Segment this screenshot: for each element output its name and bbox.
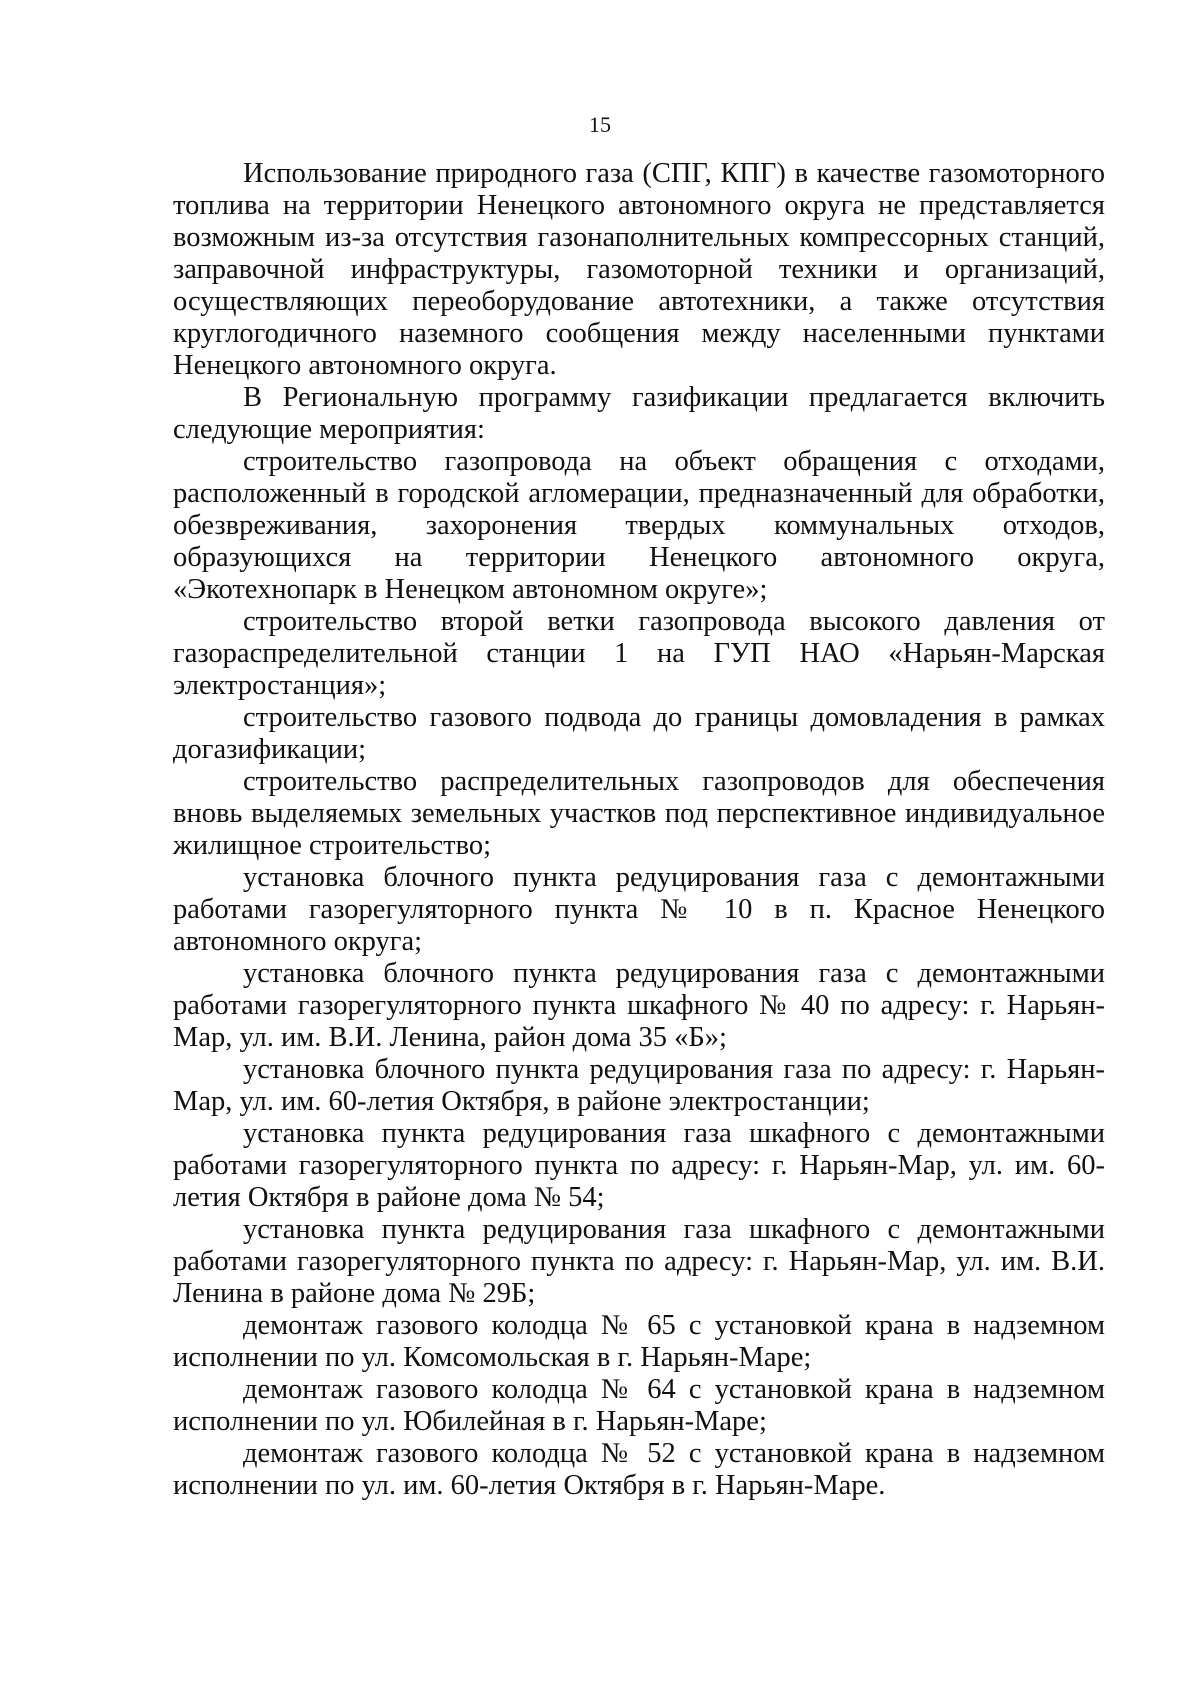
list-item-well-65: демонтаж газового колодца № 65 с установкой крана в надземном исполнении по ул. Комсомольская в г. Нарьян-Маре; [173, 1310, 1105, 1373]
page-number: 15 [589, 112, 611, 137]
list-item-distribution-pipelines: строительство распределительных газопроводов для обеспечения вновь выделяемых земельных участков под перспективное индивидуальное жилищное строительство; [173, 766, 1105, 861]
list-item-cabinet-point-29b: установка пункта редуцирования газа шкафного с демонтажными работами газорегуляторного пункта по адресу: г. Нарьян-Мар, ул. им. В.И. Ленина в районе дома № 29Б; [173, 1214, 1105, 1309]
list-item-grp-10-krasnoe: установка блочного пункта редуцирования газа с демонтажными работами газорегуляторного пункта № 10 в п. Красное Ненецкого автономного округа; [173, 862, 1105, 957]
list-item-grp-40-lenina: установка блочного пункта редуцирования газа с демонтажными работами газорегуляторного пункта шкафного № 40 по адресу: г. Нарьян-Мар, ул. им. В.И. Ленина, район дома 35 «Б»; [173, 958, 1105, 1053]
list-item-ecotechnopark-pipeline: строительство газопровода на объект обращения с отходами, расположенный в городской агломерации, предназначенный для обработки, обезвреживания, захоронения твердых коммунальных отходов, образующихся на территории Ненецкого автономного округа, «Экотехнопарк в Ненецком автономном округе»; [173, 446, 1105, 605]
list-item-cabinet-point-54: установка пункта редуцирования газа шкафного с демонтажными работами газорегуляторного пункта по адресу: г. Нарьян-Мар, ул. им. 60-летия Октября в районе дома № 54; [173, 1118, 1105, 1213]
list-item-block-point-power-station: установка блочного пункта редуцирования газа по адресу: г. Нарьян-Мар, ул. им. 60-летия Октября, в районе электростанции; [173, 1054, 1105, 1117]
list-item-well-64: демонтаж газового колодца № 64 с установкой крана в надземном исполнении по ул. Юбилейная в г. Нарьян-Маре; [173, 1374, 1105, 1437]
document-body [173, 158, 1105, 1502]
paragraph-intro: Использование природного газа (СПГ, КПГ) в качестве газомоторного топлива на территории Ненецкого автономного округа не представляется возможным из-за отсутствия газонаполнительных компрессорных станций, заправочной инфраструктуры, газомоторной техники и организаций, осуществляющих переоборудование автотехники, а также отсутствия круглогодичного наземного сообщения между населенными пунктами Ненецкого автономного округа. [173, 158, 1105, 381]
list-item-second-branch-pipeline: строительство второй ветки газопровода высокого давления от газораспределительной станции 1 на ГУП НАО «Нарьян-Марская электростанция»; [173, 606, 1105, 701]
paragraph-program-intro: В Региональную программу газификации предлагается включить следующие мероприятия: [173, 382, 1105, 445]
list-item-well-52: демонтаж газового колодца № 52 с установкой крана в надземном исполнении по ул. им. 60-летия Октября в г. Нарьян-Маре. [173, 1438, 1105, 1501]
list-item-gas-connection: строительство газового подвода до границы домовладения в рамках догазификации; [173, 702, 1105, 765]
